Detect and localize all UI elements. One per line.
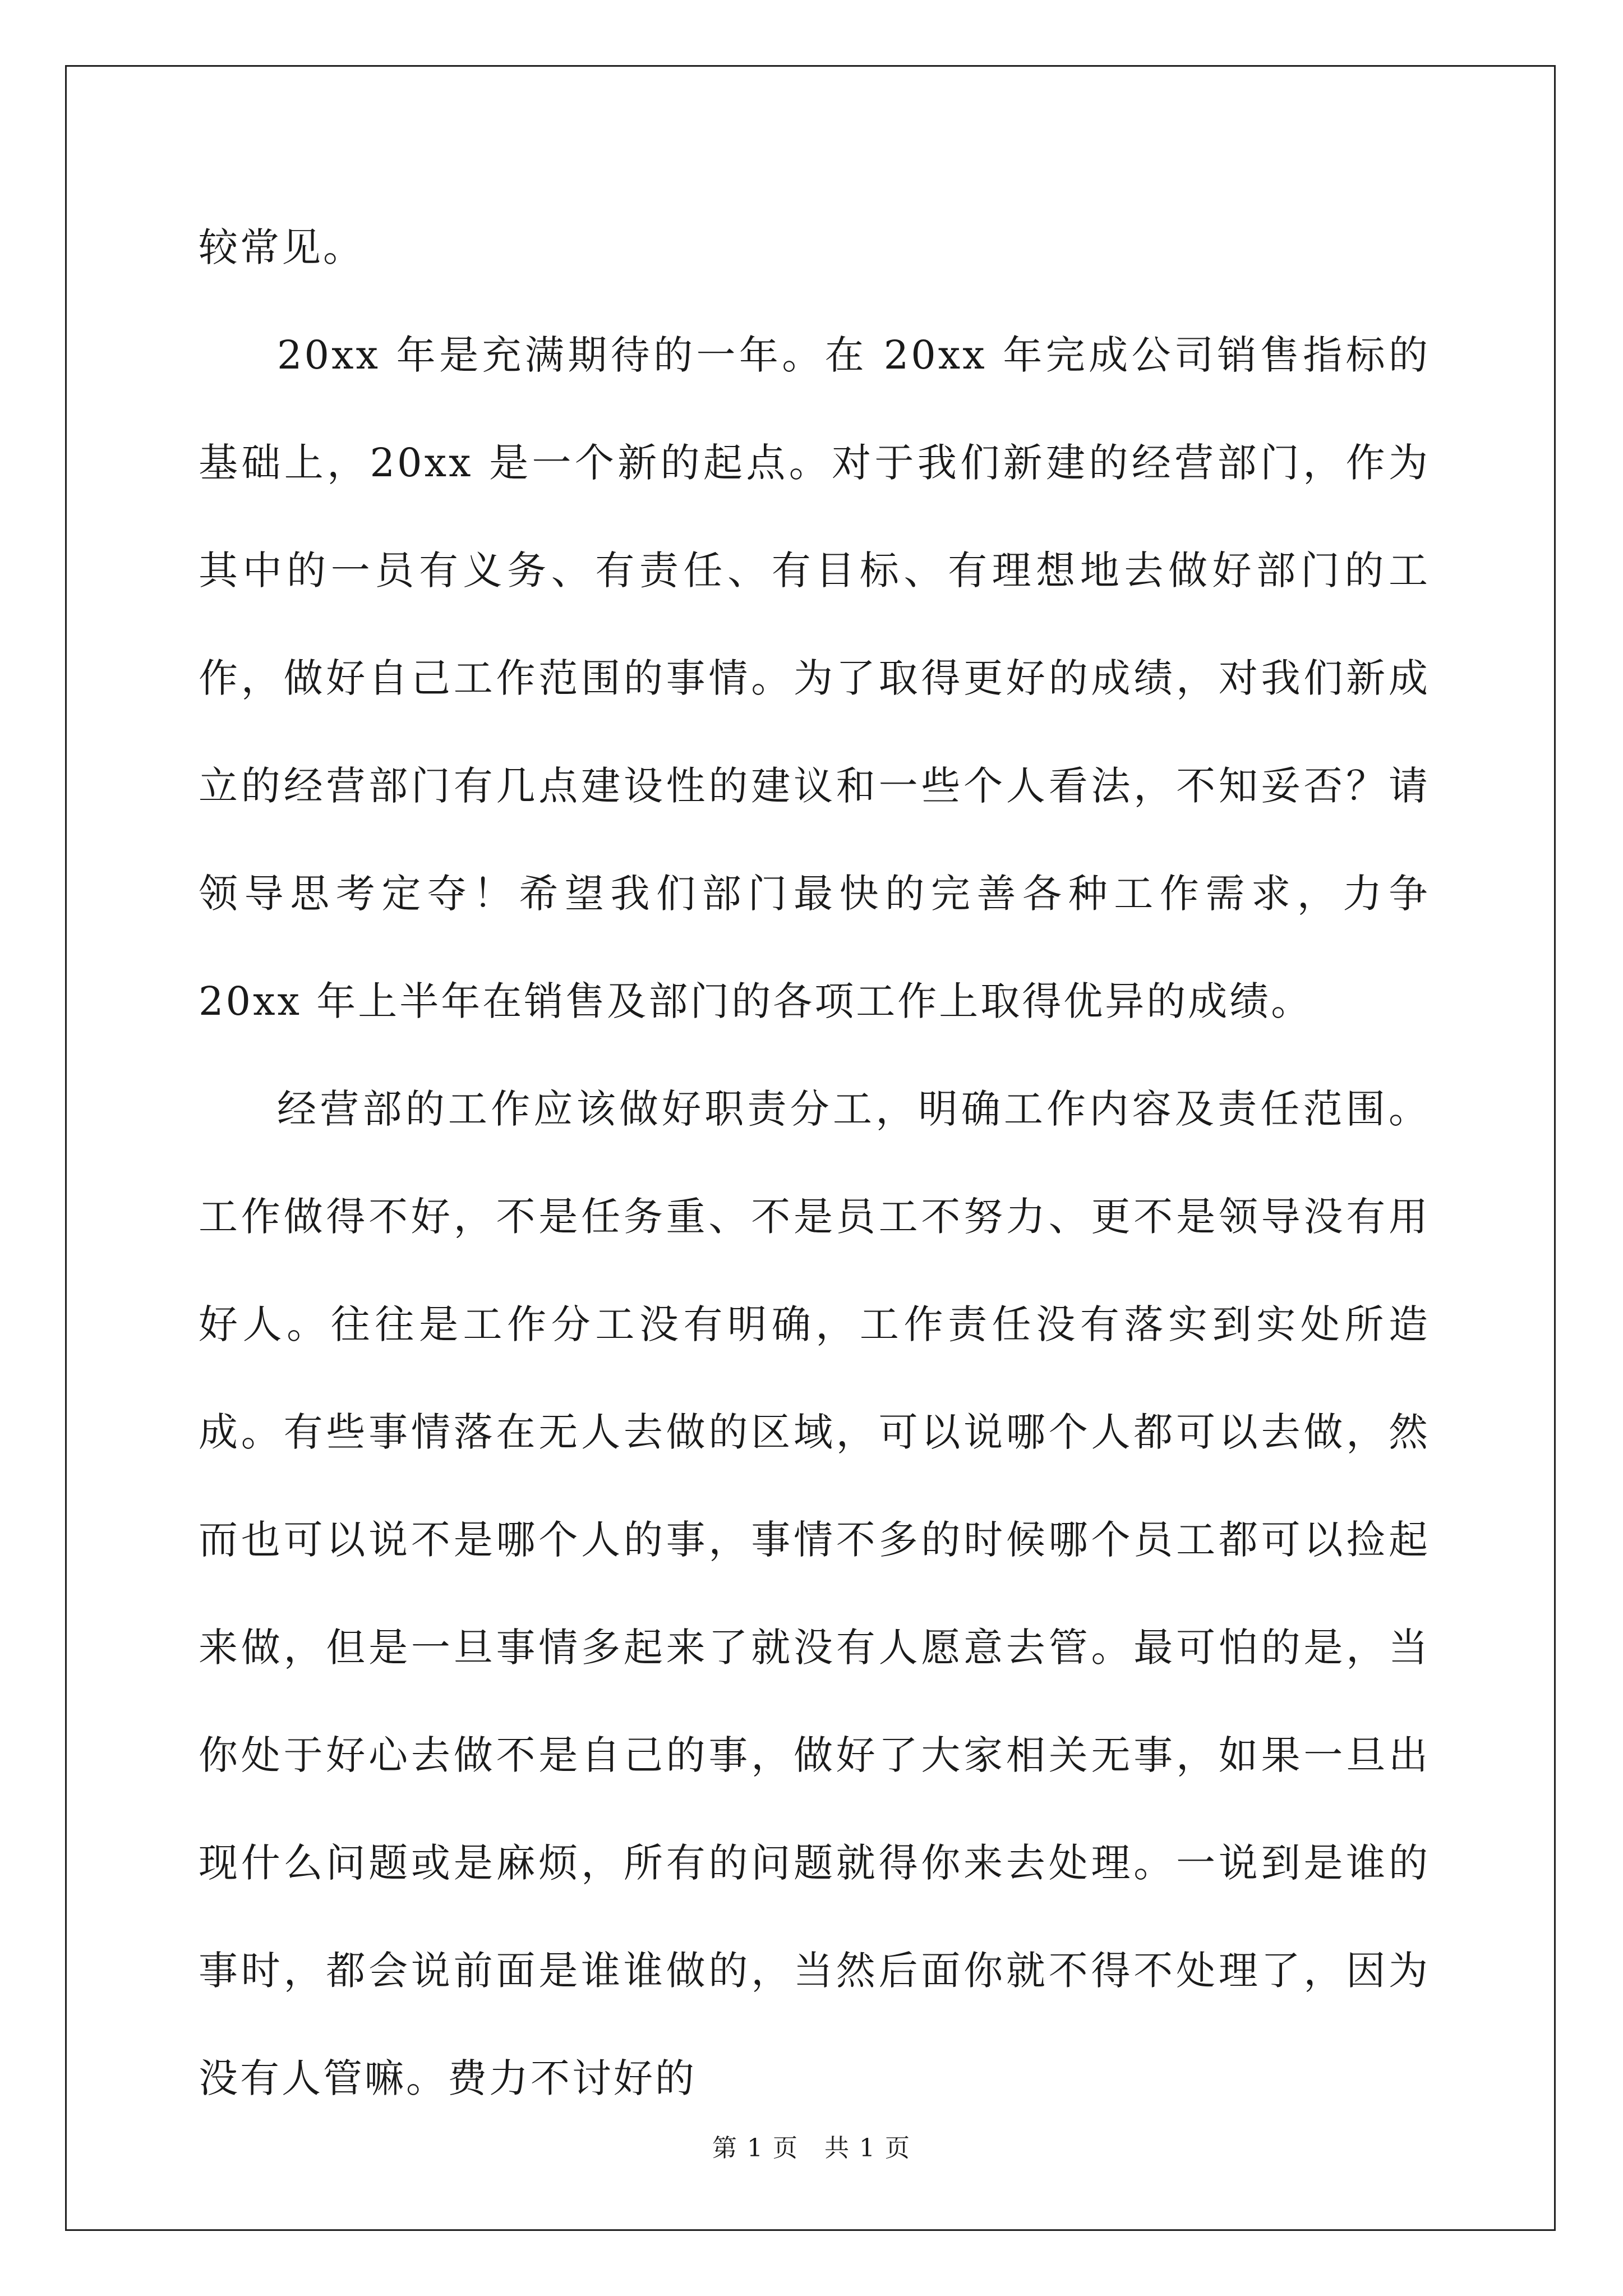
paragraph-3: 经营部的工作应该做好职责分工，明确工作内容及责任范围。工作做得不好，不是任务重、不是员工不努力、更不是领导没有用好人。往往是工作分工没有明确，工作责任没有落实到实处所造成。有些事情落在无人去做的区域，可以说哪个人都可以去做，然而也可以说不是哪个人的事，事情不多的时候哪个员工都可以捡起来做，但是一旦事情多起来了就没有人愿意去管。最可怕的是，当你处于好心去做不是自己的事，做好了大家相关无事，如果一旦出现什么问题或是麻烦，所有的问题就得你来去处理。一说到是谁的事时，都会说前面是谁谁做的，当然后面你就不得不处理了，因为没有人管嘛。费力不讨好的 — [199, 1086, 1430, 2101]
page-footer — [0, 2132, 1623, 2165]
paragraph-2: 20xx 年是充满期待的一年。在 20xx 年完成公司销售指标的基础上，20xx 是一个新的起点。对于我们新建的经营部门，作为其中的一员有义务、有责任、有目标、有理想地去做好部门的工作，做好自己工作范围的事情。为了取得更好的成绩，对我们新成立的经营部门有几点建设性的建议和一些个人看法，不知妥否？请领导思考定夺！希望我们部门最快的完善各种工作需求，力争 20xx 年上半年在销售及部门的各项工作上取得优异的成绩。 — [199, 332, 1430, 1024]
paragraph-1: 较常见。 — [199, 224, 365, 270]
page-number-label: 第 1 页 共 1 页 — [712, 2134, 911, 2162]
document-body — [199, 194, 1430, 2132]
